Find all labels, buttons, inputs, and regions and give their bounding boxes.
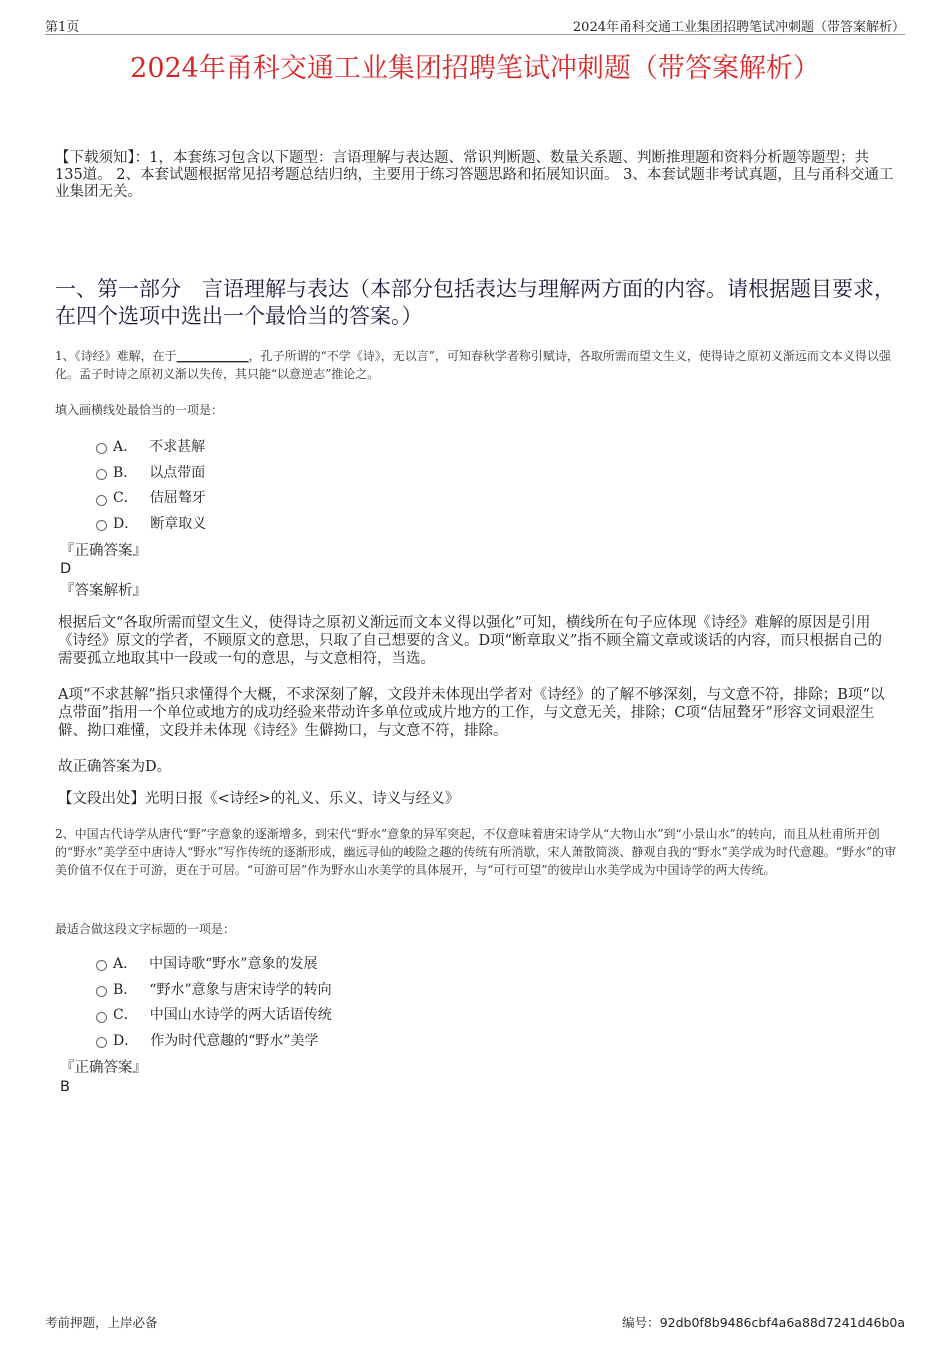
answer-label: 『正确答案』 [60,543,147,559]
analysis-label: 『答案解析』 [60,583,147,599]
radio-icon[interactable] [96,520,107,531]
answer-label: 『正确答案』 [60,1060,147,1076]
question-2-prompt: 最适合做这段文字标题的一项是： [55,922,236,936]
question-2-options [96,950,332,1053]
option-d[interactable]: D． 作为时代意趣的“野水”美学 [96,1027,332,1053]
analysis-paragraph-1: 根据后文“各取所需而望文生义，使得诗之原初义渐远而文本义得以强化”可知，横线所在句子应体现《诗经》难解的原因是引用《诗经》原文的学者，不顾原文的意思，只取了自己想要的含义。D项“断章取义”指不顾全篇文章或谈话的内容，而只根据自己的需要孤立地取其中一段或一句的意思，与文意相符，当选。 [58,615,882,667]
source-citation: 【文段出处】光明日报《<诗经>的礼义、乐义、诗义与经义》 [58,791,460,807]
option-c[interactable]: C． 中国山水诗学的两大话语传统 [96,1001,332,1027]
page-title: 2024年甬科交通工业集团招聘笔试冲刺题（带答案解析） [130,53,820,84]
page-number: 第1页 [45,20,80,35]
question-1-prompt: 填入画横线处最恰当的一项是： [55,403,224,417]
option-a[interactable]: A． 中国诗歌“野水”意象的发展 [96,950,332,976]
radio-icon[interactable] [96,1037,107,1048]
page-header [45,16,905,35]
radio-icon[interactable] [96,443,107,454]
radio-icon[interactable] [96,495,107,506]
option-b[interactable]: B． “野水”意象与唐宋诗学的转向 [96,976,332,1002]
section-heading: 一、第一部分 言语理解与表达（本部分包括表达与理解两方面的内容。请根据题目要求，在四个选项中选出一个最恰当的答案。） [55,277,895,328]
radio-icon[interactable] [96,986,107,997]
page-footer [45,1313,905,1331]
option-d[interactable]: D． 断章取义 [96,510,206,536]
header-doc-title: 2024年甬科交通工业集团招聘笔试冲刺题（带答案解析） [572,20,905,35]
radio-icon[interactable] [96,960,107,971]
answer-value: D [60,561,72,577]
question-1-options [96,433,206,536]
option-a[interactable]: A． 不求甚解 [96,433,206,459]
radio-icon[interactable] [96,1012,107,1023]
analysis-conclusion: 故正确答案为D。 [58,759,172,775]
footer-slogan: 考前押题，上岸必备 [45,1315,158,1330]
option-c[interactable]: C． 佶屈聱牙 [96,484,206,510]
download-notice: 【下载须知】：1，本套练习包含以下题型：言语理解与表达题、常识判断题、数量关系题、判断推理题和资料分析题等题型；共135道。 2、本套试题根据常见招考题总结归纳，主要用于练习答题思路和拓展知识面。 3、本套试题非考试真题，且与甬科交通工业集团无关。 [55,150,894,200]
answer-blank: ____________ [176,349,249,363]
question-2-stem: 2、中国古代诗学从唐代“野”字意象的逐渐增多，到宋代“野水”意象的异军突起，不仅意味着唐宋诗学从“大物山水”到“小景山水”的转向，而且从杜甫所开创的“野水”美学至中唐诗人“野水”写作传统的逐渐形成，幽远寻仙的峻险之趣的传统有所消歇，宋人萧散简淡、静观自我的“野水”美学成为时代意趣。“野水”的审美价值不仅在于可游，更在于可居。“可游可居”作为野水山水美学的具体展开，与“可行可望”的彼岸山水美学成为中国诗学的两大传统。 [55,827,897,877]
radio-icon[interactable] [96,469,107,480]
option-b[interactable]: B． 以点带面 [96,459,206,485]
answer-value: B [60,1079,70,1095]
question-1-stem: 1、《诗经》难解，在于____________，孔子所谓的“不学《诗》，无以言”，可知春秋学者称引赋诗，各取所需而望文生义，使得诗之原初义渐远而文本义得以强化。孟子时诗之原初义渐以失传，其只能“以意逆志”推论之。 [55,349,891,381]
analysis-paragraph-2: A项“不求甚解”指只求懂得个大概，不求深刻了解，文段并未体现出学者对《诗经》的了解不够深刻，与文意不符，排除；B项“以点带面”指用一个单位或地方的成功经验来带动许多单位或成片地方的工作，与文意无关，排除；C项“佶屈聱牙”形容文词艰涩生僻、拗口难懂，文段并未体现《诗经》生僻拗口，与文意不符，排除。 [58,687,885,739]
footer-code: 编号：92db0f8b9486cbf4a6a88d7241d46b0a [622,1315,905,1330]
